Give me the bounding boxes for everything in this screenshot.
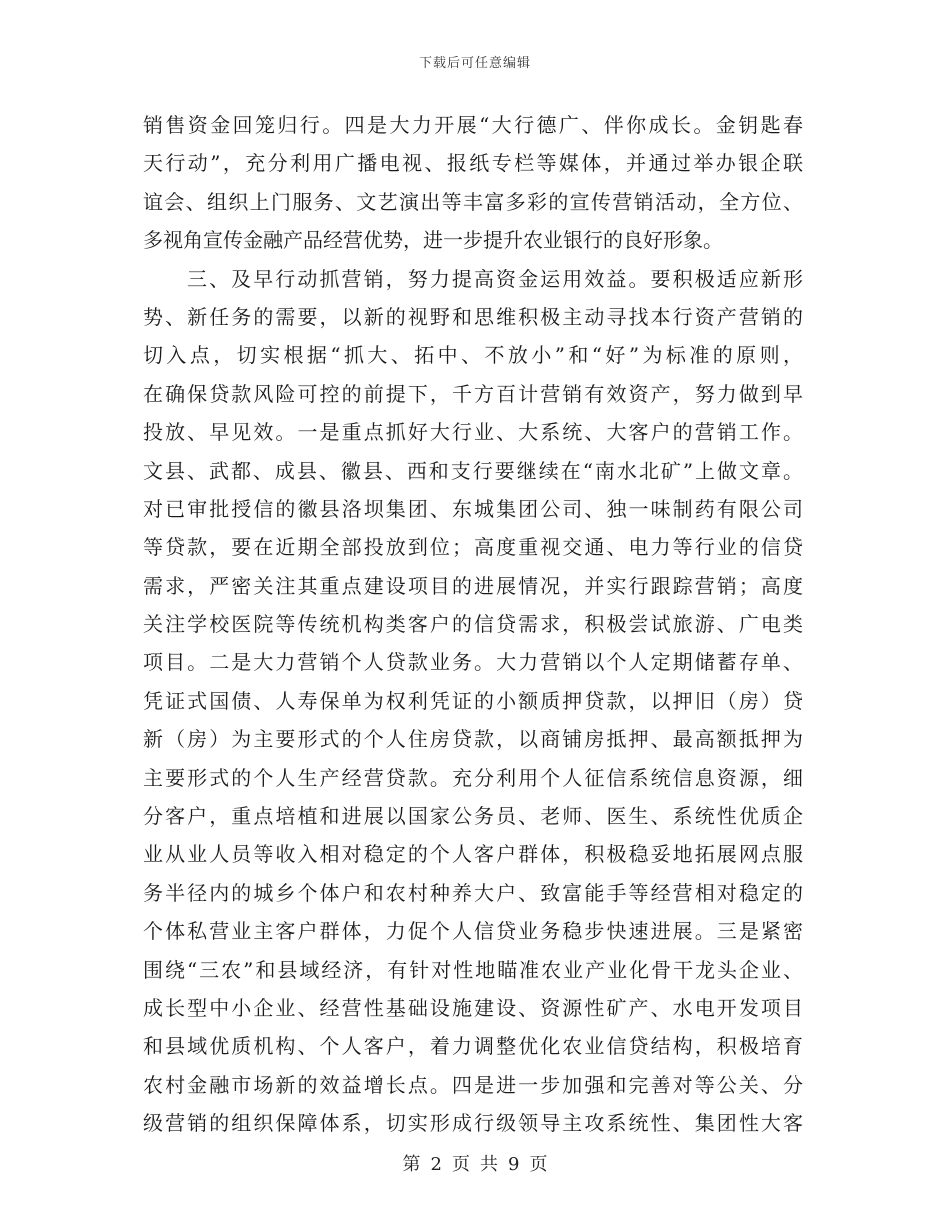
body-line: 个体私营业主客户群体，力促个人信贷业务稳步快速进展。三是紧密 — [143, 919, 803, 944]
body-line: 投放、早见效。一是重点抓好大行业、大系统、大客户的营销工作。 — [143, 420, 803, 445]
body-line: 务半径内的城乡个体户和农村种养大户、致富能手等经营相对稳定的 — [143, 880, 803, 905]
footer-page-label: 页 — [452, 1154, 470, 1175]
body-line: 业从业人员等收入相对稳定的个人客户群体，积极稳妥地拓展网点服 — [143, 842, 803, 867]
body-line: 成长型中小企业、经营性基础设施建设、资源性矿产、水电开发项目 — [143, 995, 803, 1020]
document-body — [143, 106, 803, 1143]
total-page-number: 9 — [508, 1154, 520, 1175]
page-header: 下载后可任意编辑 — [418, 56, 531, 71]
body-line: 切入点，切实根据“抓大、拓中、不放小”和“好”为标准的原则， — [143, 343, 803, 368]
body-line: 主要形式的个人生产经营贷款。充分利用个人征信系统信息资源，细 — [143, 765, 803, 790]
footer-prefix: 第 — [402, 1154, 421, 1175]
body-line: 谊会、组织上门服务、文艺演出等丰富多彩的宣传营销活动，全方位、 — [143, 189, 803, 214]
body-line: 级营销的组织保障体系，切实形成行级领导主攻系统性、集团性大客 — [143, 1111, 803, 1136]
body-line: 和县域优质机构、个人客户，着力调整优化农业信贷结构，积极培育 — [143, 1034, 803, 1059]
body-line: 农村金融市场新的效益增长点。四是进一步加强和完善对等公关、分 — [143, 1072, 803, 1097]
body-line: 势、新任务的需要，以新的视野和思维积极主动寻找本行资产营销的 — [143, 304, 803, 329]
body-line: 关注学校医院等传统机构类客户的信贷需求，积极尝试旅游、广电类 — [143, 612, 803, 637]
body-line: 项目。二是大力营销个人贷款业务。大力营销以个人定期储蓄存单、 — [143, 650, 803, 675]
body-line: 文县、武都、成县、徽县、西和支行要继续在“南水北矿”上做文章。 — [143, 458, 803, 483]
body-line: 新（房）为主要形式的个人住房贷款，以商铺房抵押、最高额抵押为 — [143, 727, 803, 752]
footer-total-label: 页 — [529, 1154, 548, 1175]
page-number-footer — [0, 1150, 950, 1176]
section-heading-line: 三、及早行动抓营销，努力提高资金运用效益。要积极适应新形 — [187, 266, 803, 291]
body-line: 需求，严密关注其重点建设项目的进展情况，并实行跟踪营销；高度 — [143, 573, 803, 598]
body-line: 在确保贷款风险可控的前提下，千方百计营销有效资产，努力做到早 — [143, 381, 803, 406]
current-page-number: 2 — [430, 1154, 442, 1175]
body-line: 等贷款，要在近期全部投放到位；高度重视交通、电力等行业的信贷 — [143, 535, 803, 560]
body-line: 多视角宣传金融产品经营优势，进一步提升农业银行的良好形象。 — [143, 228, 723, 253]
footer-total-prefix: 共 — [480, 1154, 498, 1175]
body-line: 分客户，重点培植和进展以国家公务员、老师、医生、系统性优质企 — [143, 804, 803, 829]
body-line: 凭证式国债、人寿保单为权利凭证的小额质押贷款，以押旧（房）贷 — [143, 688, 803, 713]
body-line: 销售资金回笼归行。四是大力开展“大行德广、伴你成长。金钥匙春 — [143, 113, 803, 137]
body-line: 围绕“三农”和县域经济，有针对性地瞄准农业产业化骨干龙头企业、 — [143, 957, 803, 982]
body-line: 对已审批授信的徽县洛坝集团、东城集团公司、独一味制药有限公司 — [143, 496, 803, 521]
body-line: 天行动”，充分利用广播电视、报纸专栏等媒体，并通过举办银企联 — [143, 151, 803, 176]
